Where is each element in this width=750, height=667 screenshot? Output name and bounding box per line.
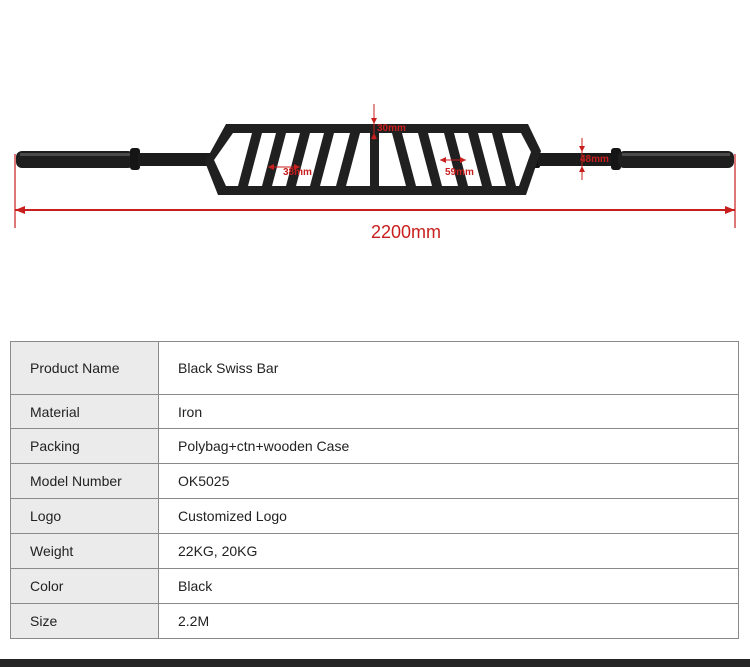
spec-label: Material xyxy=(11,395,159,429)
spec-label: Model Number xyxy=(11,464,159,499)
dim-sleeve-dia xyxy=(579,138,609,180)
bottom-band xyxy=(0,659,750,667)
grip-gap-left-label: 38mm xyxy=(283,167,312,178)
total-length-label: 2200mm xyxy=(370,222,442,242)
table-row xyxy=(11,604,739,639)
table-row xyxy=(11,342,739,395)
spec-value: Iron xyxy=(159,395,739,429)
left-sleeve xyxy=(16,148,226,170)
spec-value: 2.2M xyxy=(159,604,739,639)
right-sleeve xyxy=(526,148,734,170)
grip-gap-right-label: 59mm xyxy=(445,167,474,178)
top-gap-label: 30mm xyxy=(377,123,406,134)
spec-label: Product Name xyxy=(11,342,159,395)
spec-value: Customized Logo xyxy=(159,499,739,534)
spec-value: Polybag+ctn+wooden Case xyxy=(159,429,739,464)
table-row xyxy=(11,569,739,604)
spec-value: Black Swiss Bar xyxy=(159,342,739,395)
table-row xyxy=(11,429,739,464)
spec-value: Black xyxy=(159,569,739,604)
table-row xyxy=(11,464,739,499)
sleeve-dia-label: 48mm xyxy=(580,154,609,165)
spec-label: Logo xyxy=(11,499,159,534)
spec-label: Size xyxy=(11,604,159,639)
spec-table xyxy=(10,341,739,639)
spec-label: Packing xyxy=(11,429,159,464)
spec-label: Color xyxy=(11,569,159,604)
spec-value: OK5025 xyxy=(159,464,739,499)
spec-value: 22KG, 20KG xyxy=(159,534,739,569)
swiss-bar-diagram xyxy=(0,0,750,320)
bar-frame xyxy=(205,124,541,195)
table-row xyxy=(11,395,739,429)
table-row xyxy=(11,499,739,534)
table-row xyxy=(11,534,739,569)
spec-label: Weight xyxy=(11,534,159,569)
